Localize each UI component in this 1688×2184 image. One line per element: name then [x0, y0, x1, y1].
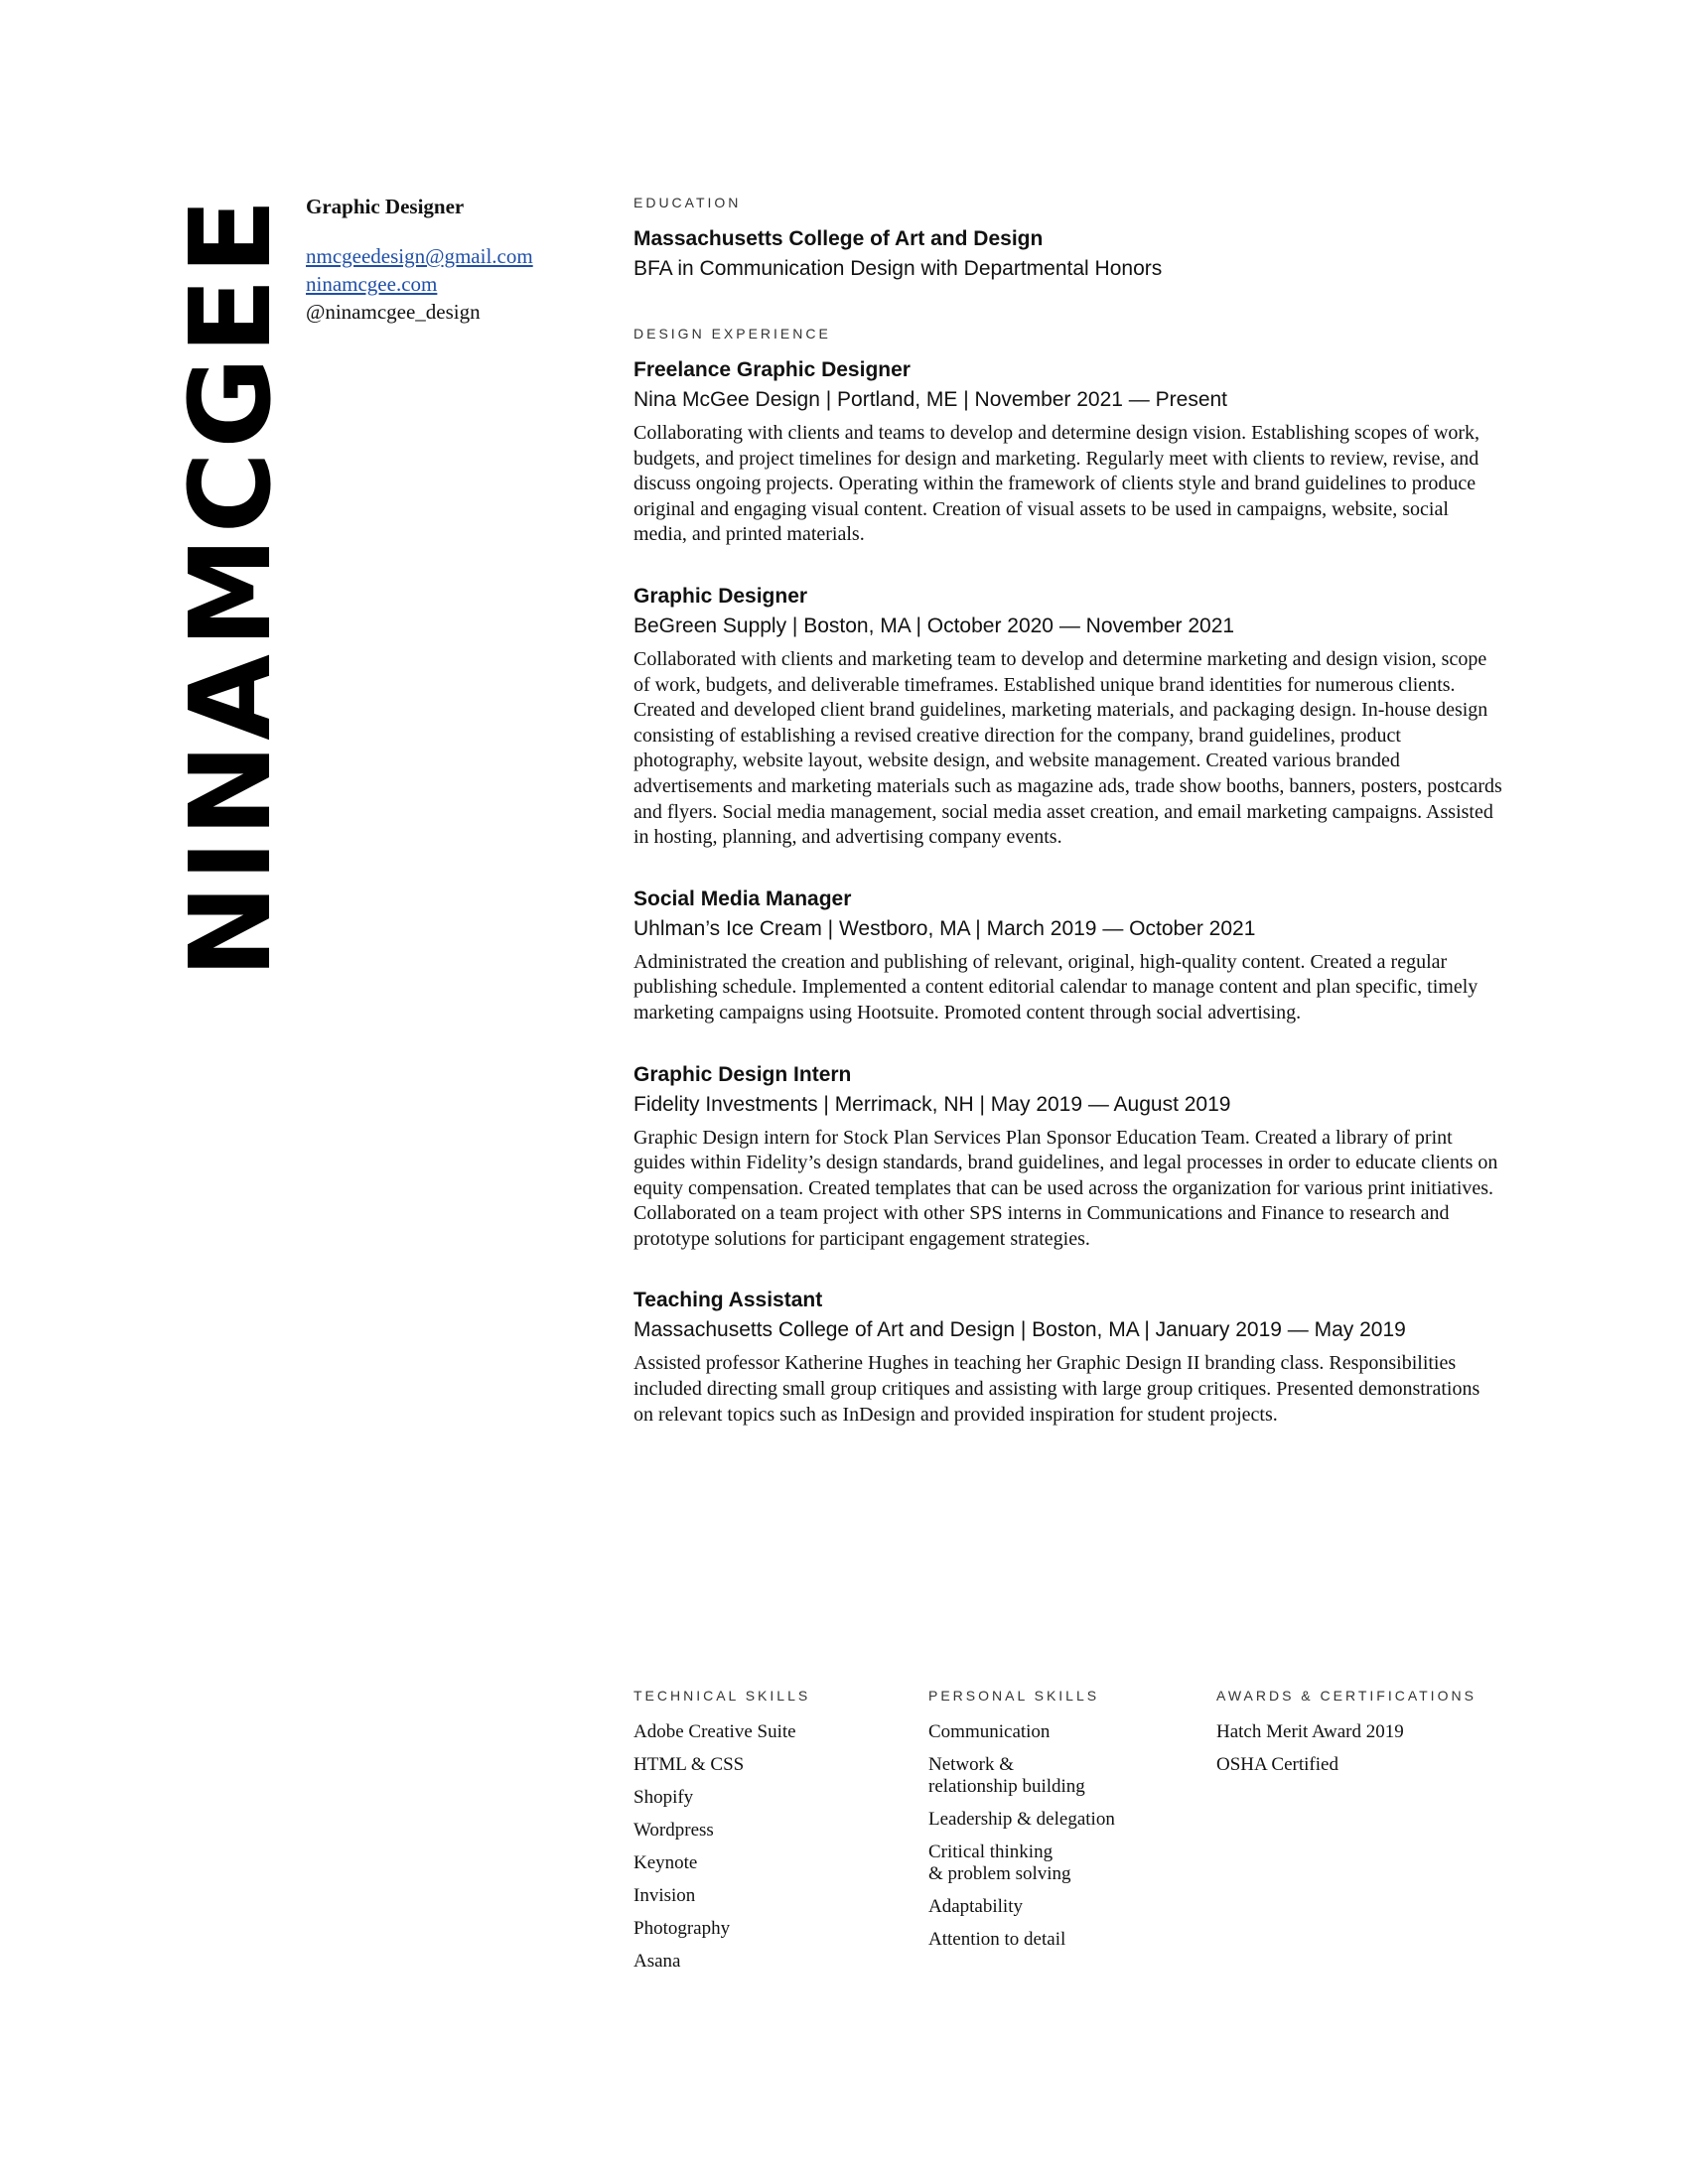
email-link[interactable]: nmcgeedesign@gmail.com — [306, 244, 533, 268]
job-meta: Massachusetts College of Art and Design | Boston, MA | January 2019 — May 2019 — [633, 1318, 1406, 1342]
job-entry — [633, 582, 1502, 851]
job-title: Social Media Manager — [633, 887, 852, 910]
skill-item: HTML & CSS — [633, 1754, 745, 1775]
name-letter: I — [167, 840, 296, 882]
skill-item: Adaptability — [928, 1896, 1023, 1917]
job-meta: Nina McGee Design | Portland, ME | November 2021 — Present — [633, 388, 1228, 411]
job-description: Administrated the creation and publishing of relevant, original, high-quality content. Created a regular publishing schedule. Implemented a content editorial calendar to manage content and plan specific, timely marketing campaigns using Hootsuite. Promoted content through social advertising. — [633, 950, 1478, 1024]
skill-item: Asana — [633, 1951, 681, 1972]
name-letter: M — [167, 536, 296, 648]
name-letter: G — [167, 356, 296, 449]
job-entry — [633, 355, 1502, 548]
skill-item: Attention to detail — [928, 1929, 1066, 1950]
name-letter: C — [167, 452, 296, 534]
skill-item: Keynote — [633, 1852, 698, 1873]
job-description: Collaborating with clients and teams to develop and determine design vision. Establishing scopes of work, budgets, and project timelines for design and marketing. Regularly meet with clients to review, revise, and discuss ongoing projects. Operating within the framework of clients style and brand guidelines to produce original and engaging visual content. Creation of visual assets to be used in campaigns, website, social media, and printed materials. — [633, 422, 1480, 546]
job-meta: Fidelity Investments | Merrimack, NH | May 2019 — August 2019 — [633, 1092, 1231, 1116]
name-letter: N — [167, 744, 296, 837]
education-heading: EDUCATION — [633, 195, 742, 210]
job-description: Graphic Design intern for Stock Plan Services Plan Sponsor Education Team. Created a library of print guides within Fidelity’s design standards, brand guidelines, and legal processes in order to educate clients on equity compensation. Created templates that can be used across the organization for various print initiatives. Collaborated on a team project with other SPS interns in Communications and Finance to research and prototype solutions for participant engagement strategies. — [633, 1126, 1498, 1250]
skill-item: Invision — [633, 1885, 696, 1906]
job-meta: Uhlman’s Ice Cream | Westboro, MA | March 2019 — October 2021 — [633, 916, 1256, 940]
job-title: Teaching Assistant — [633, 1289, 823, 1312]
job-role: Graphic Designer — [306, 195, 465, 218]
job-description: Collaborated with clients and marketing team to develop and determine marketing and design vision, scope of work, budgets, and deliverable timeframes. Established unique brand identities for numerous clients. Created and developed client brand guidelines, marketing materials, and packaging design. In-house design consisting of establishing a revised creative direction for the company, brand guidelines, product photography, website layout, website design, and website management. Created various branded advertisements and marketing materials such as magazine ads, trade show booths, banners, posters, postcards and flyers. Social media management, social media asset creation, and email marketing campaigns. Assisted in hosting, planning, and advertising company events. — [633, 647, 1502, 849]
personal-skills-column — [928, 1688, 1216, 1983]
skill-item: Network & relationship building — [928, 1754, 1085, 1797]
candidate-name — [167, 199, 296, 978]
job-title: Freelance Graphic Designer — [633, 358, 911, 381]
awards-column — [1216, 1688, 1507, 1983]
education-school: Massachusetts College of Art and Design — [633, 227, 1044, 250]
skill-item: Shopify — [633, 1787, 694, 1808]
job-title: Graphic Design Intern — [633, 1062, 852, 1086]
website-link[interactable]: ninamcgee.com — [306, 272, 438, 296]
contact-sidebar — [306, 193, 604, 326]
job-meta: BeGreen Supply | Boston, MA | October 2020 — November 2021 — [633, 614, 1235, 637]
social-handle: @ninamcgee_design — [306, 300, 481, 324]
award-item: OSHA Certified — [1216, 1754, 1338, 1775]
skill-item: Photography — [633, 1918, 731, 1939]
job-title: Graphic Designer — [633, 584, 808, 608]
name-letter: E — [167, 199, 296, 275]
name-letter: A — [167, 654, 296, 741]
skill-item: Communication — [928, 1721, 1051, 1742]
job-entry — [633, 1060, 1502, 1253]
main-column — [633, 195, 1502, 1428]
technical-skills-heading: TECHNICAL SKILLS — [633, 1688, 811, 1704]
job-entry — [633, 885, 1502, 1026]
technical-skills-column — [633, 1688, 928, 1983]
education-degree: BFA in Communication Design with Departmental Honors — [633, 257, 1163, 280]
job-entry — [633, 1286, 1502, 1428]
skills-section — [633, 1688, 1507, 1983]
awards-heading: AWARDS & CERTIFICATIONS — [1216, 1688, 1477, 1704]
job-description: Assisted professor Katherine Hughes in teaching her Graphic Design II branding class. Responsibilities included directing small group critiques and assisting with large group critiques. Presented demonstrations on relevant topics such as InDesign and provided inspiration for student projects. — [633, 1352, 1480, 1426]
skill-item: Critical thinking & problem solving — [928, 1842, 1071, 1884]
skill-item: Wordpress — [633, 1820, 714, 1841]
name-letter: N — [167, 885, 296, 978]
skill-item: Leadership & delegation — [928, 1809, 1115, 1830]
skill-item: Adobe Creative Suite — [633, 1721, 796, 1742]
name-letter: E — [167, 277, 296, 354]
personal-skills-heading: PERSONAL SKILLS — [928, 1688, 1100, 1704]
experience-heading: DESIGN EXPERIENCE — [633, 326, 831, 341]
award-item: Hatch Merit Award 2019 — [1216, 1721, 1404, 1742]
